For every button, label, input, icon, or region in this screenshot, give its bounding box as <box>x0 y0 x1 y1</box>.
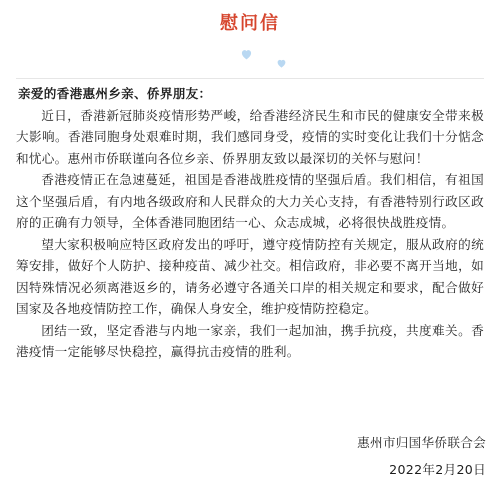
signature-date: 2022年2月20日 <box>389 462 486 477</box>
paragraph: 望大家积极响应特区政府发出的呼吁，遵守疫情防控有关规定，服从政府的统筹安排，做好个人防护、接种疫苗、减少社交。相信政府，非必要不离开当地，如因特殊情况必须离港返乡的，请务必遵守各通关口岸的相关规定和要求，配合做好国家及各地疫情防控工作，确保人身安全，维护疫情防控稳定。 <box>16 236 484 316</box>
greeting: 亲爱的香港惠州乡亲、侨界朋友： <box>18 86 212 101</box>
letter-body <box>16 83 484 363</box>
paragraph: 近日，香港新冠肺炎疫情形势严峻，给香港经济民生和市民的健康安全带来极大影响。香港同胞身处艰难时期，我们感同身受，疫情的实时变化让我们十分惦念和忧心。惠州市侨联谨向各位乡亲、侨界朋友致以最深切的关怀与慰问！ <box>16 107 484 166</box>
signature-organization: 惠州市归国华侨联合会 <box>357 435 486 450</box>
divider <box>16 78 484 79</box>
heart-icon <box>276 58 287 69</box>
paragraph: 团结一致，坚定香港与内地一家亲，我们一起加油，携手抗疫，共度难关。香港疫情一定能够尽快稳控，赢得抗击疫情的胜利。 <box>16 322 484 359</box>
letter-title: 慰问信 <box>220 13 280 34</box>
heart-icon <box>240 48 253 61</box>
decoration-hearts <box>16 36 484 78</box>
paragraph: 香港疫情正在急速蔓延，祖国是香港战胜疫情的坚强后盾。我们相信，有祖国这个坚强后盾，有内地各级政府和人民群众的大力关心支持，有香港特别行政区政府的正确有力领导，全体香港同胞团结一心、众志成城，必将很快战胜疫情。 <box>16 172 484 230</box>
